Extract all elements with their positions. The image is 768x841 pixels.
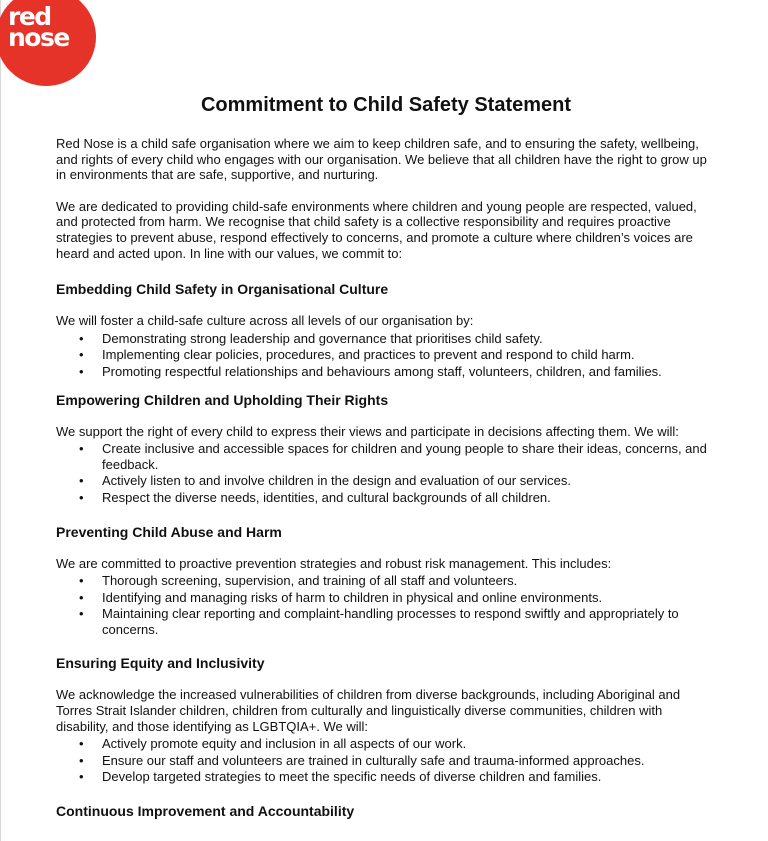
section-lead: We are committed to proactive prevention strategies and robust risk management. This includes:: [56, 555, 612, 571]
section-heading: Ensuring Equity and Inclusivity: [56, 655, 265, 672]
section-heading: Continuous Improvement and Accountability: [56, 803, 355, 820]
list-item: • Identifying and managing risks of harm to children in physical and online environments.: [79, 589, 603, 605]
section-heading: Preventing Child Abuse and Harm: [56, 523, 282, 540]
section-heading: Embedding Child Safety in Organisational Culture: [56, 281, 389, 298]
red-nose-logo: [0, 0, 96, 86]
section-lead: We will foster a child-safe culture across all levels of our organisation by:: [56, 313, 474, 329]
logo-line-2: nose: [8, 23, 69, 52]
list-item: • Create inclusive and accessible spaces for children and young people to share their ideas, concerns, and feedback.: [79, 441, 707, 472]
bullet-icon: •: [79, 573, 84, 589]
bullet-icon: •: [79, 347, 84, 363]
bullet-list: [56, 736, 716, 785]
list-item: • Develop targeted strategies to meet the specific needs of diverse children and families.: [79, 769, 602, 785]
list-item: • Ensure our staff and volunteers are trained in culturally safe and trauma-informed approaches.: [79, 752, 645, 768]
section-preventing-abuse: [56, 524, 716, 638]
section-embedding-child-safety: [56, 281, 716, 379]
bullet-icon: •: [79, 330, 84, 346]
page-edge: [0, 0, 1, 841]
list-item: • Implementing clear policies, procedures, and practices to prevent and respond to child harm.: [79, 347, 635, 363]
bullet-icon: •: [79, 606, 84, 622]
bullet-icon: •: [79, 589, 84, 605]
bullet-icon: •: [79, 736, 84, 752]
bullet-icon: •: [79, 752, 84, 768]
bullet-icon: •: [79, 363, 84, 379]
list-item: • Thorough screening, supervision, and training of all staff and volunteers.: [79, 573, 518, 589]
bullet-icon: •: [79, 473, 84, 489]
page-title: Commitment to Child Safety Statement: [200, 94, 572, 116]
intro-paragraph-1: Red Nose is a child safe organisation where we aim to keep children safe, and to ensuring the safety, wellbeing, and rights of every child who engages with our organisation. We believe that all children have the right to grow up in environments that are safe, supportive, and nurturing.: [56, 136, 707, 183]
bullet-list: [56, 331, 716, 380]
bullet-icon: •: [79, 489, 84, 505]
section-empowering-children: [56, 392, 716, 506]
intro-paragraph-2: We are dedicated to providing child-safe environments where children and young people are respected, valued, and protected from harm. We recognise that child safety is a collective responsibility and requires proactive strategies to prevent abuse, respond effectively to concerns, and promote a culture where children’s voices are heard and acted upon. In line with our values, we commit to:: [56, 198, 697, 261]
list-item: • Actively promote equity and inclusion in all aspects of our work.: [79, 736, 467, 752]
section-lead: We acknowledge the increased vulnerabilities of children from diverse backgrounds, including Aboriginal and Torres Strait Islander children, children from culturally and linguistically diverse communities, children with disability, and those identifying as LGBTQIA+. We will:: [56, 687, 681, 734]
list-item: • Demonstrating strong leadership and governance that prioritises child safety.: [79, 330, 543, 346]
logo-line-1: red: [8, 2, 51, 31]
section-heading: Empowering Children and Upholding Their Rights: [56, 391, 389, 408]
section-continuous-improvement: [56, 803, 716, 820]
logo-wordmark: [8, 2, 69, 52]
document-body: [56, 92, 716, 820]
bullet-icon: •: [79, 769, 84, 785]
list-item: • Respect the diverse needs, identities, and cultural backgrounds of all children.: [79, 489, 551, 505]
list-item: • Actively listen to and involve children in the design and evaluation of our services.: [79, 473, 571, 489]
list-item: • Promoting respectful relationships and behaviours among staff, volunteers, children, and families.: [79, 363, 662, 379]
section-equity-inclusivity: [56, 655, 716, 785]
bullet-list: [56, 573, 716, 637]
section-lead: We support the right of every child to express their views and participate in decisions affecting them. We will:: [56, 423, 679, 439]
bullet-list: [56, 441, 716, 505]
list-item: • Maintaining clear reporting and complaint-handling processes to respond swiftly and appropriately to concerns.: [79, 606, 679, 637]
bullet-icon: •: [79, 441, 84, 457]
